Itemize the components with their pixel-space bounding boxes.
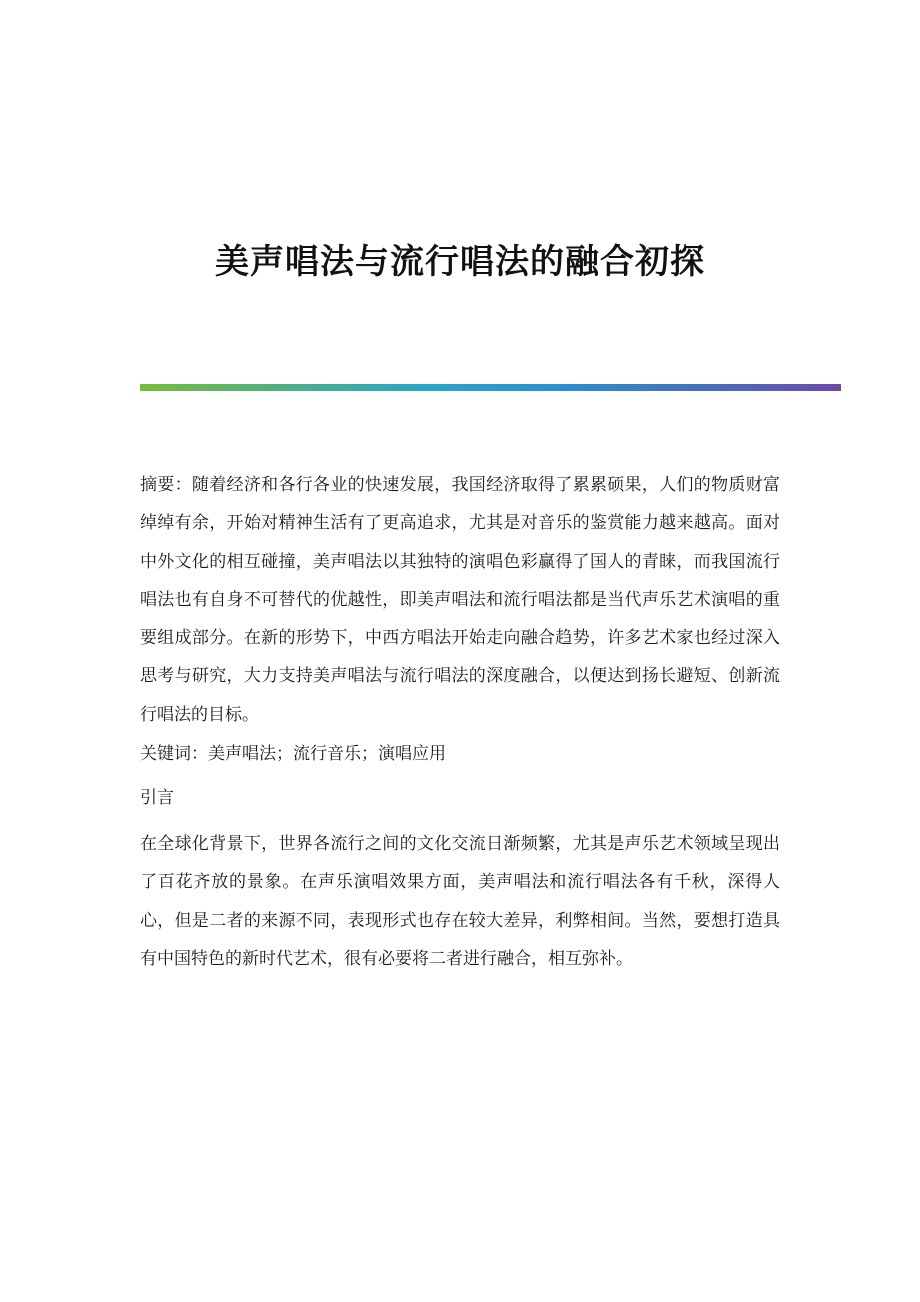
introduction-paragraph: 在全球化背景下，世界各流行之间的文化交流日渐频繁，尤其是声乐艺术领域呈现出了百花齐放的景象。在声乐演唱效果方面，美声唱法和流行唱法各有千秋，深得人心，但是二者的来源不同，表现形式也存在较大差异，利弊相间。当然，要想打造具有中国特色的新时代艺术，很有必要将二者进行融合，相互弥补。 [140, 834, 780, 969]
document-title: 美声唱法与流行唱法的融合初探 [215, 241, 705, 282]
keywords-line: 关键词：美声唱法；流行音乐；演唱应用 [140, 744, 446, 765]
document-body [140, 466, 780, 978]
section-heading-introduction: 引言 [140, 788, 174, 809]
abstract-paragraph: 摘要：随着经济和各行各业的快速发展，我国经济取得了累累硕果，人们的物质财富绰绰有余，开始对精神生活有了更高追求，尤其是对音乐的鉴赏能力越来越高。面对中外文化的相互碰撞，美声唱法以其独特的演唱色彩赢得了国人的青睐，而我国流行唱法也有自身不可替代的优越性，即美声唱法和流行唱法都是当代声乐艺术演唱的重要组成部分。在新的形势下，中西方唱法开始走向融合趋势，许多艺术家也经过深入思考与研究，大力支持美声唱法与流行唱法的深度融合，以便达到扬长避短、创新流行唱法的目标。 [140, 475, 780, 725]
title-divider [140, 384, 841, 391]
